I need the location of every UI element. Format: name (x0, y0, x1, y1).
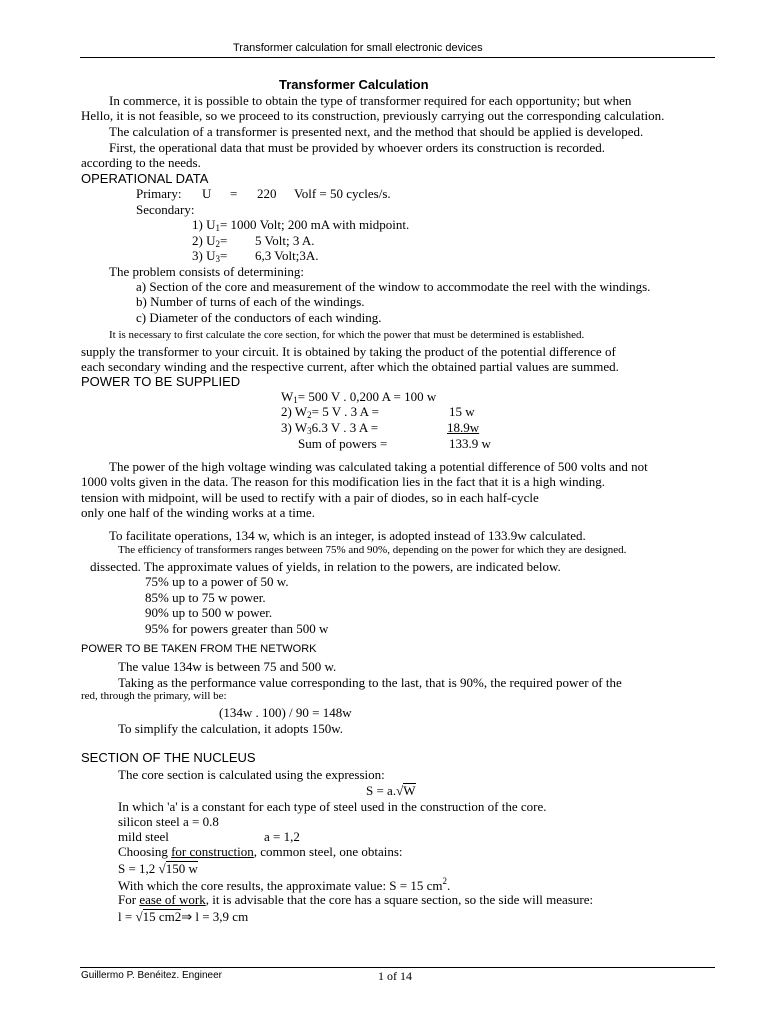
page-title: Transformer Calculation (279, 77, 429, 92)
footer-author: Guillermo P. Benéitez. Engineer (81, 970, 223, 981)
section-heading-nucleus: SECTION OF THE NUCLEUS (81, 750, 256, 765)
power-w2-value: 15 w (449, 404, 475, 419)
power-sum-label: Sum of powers = (298, 436, 388, 451)
formula-side-length: l = √15 cm2⇒ l = 3,9 cm (118, 909, 249, 924)
secondary-item-1: 1) $U_1= 1000$ Volt; 200 mA with midpoint. (192, 217, 410, 233)
body-text-line: Choosing for construction, common steel, one obtains: (118, 844, 403, 859)
primary-equals: = (230, 186, 238, 201)
primary-symbol: U (202, 186, 212, 201)
formula-s-value: S = 1,2 √150 w (118, 861, 198, 876)
formula-required-power: (134w . 100) / 90 = 148w (219, 705, 352, 720)
secondary-label: Secondary: (136, 202, 195, 217)
problem-item-c: c) Diameter of the conductors of each winding. (136, 310, 382, 325)
body-text-line: In which 'a' is a constant for each type of steel used in the construction of the core. (118, 799, 547, 814)
intro-paragraph-line: In commerce, it is possible to obtain the type of transformer required for each opportunity; but when (109, 93, 632, 108)
power-w3: 3) $W_36.3$ V . 3 A = (281, 420, 379, 436)
body-text-line: To simplify the calculation, it adopts 150w. (118, 721, 343, 736)
secondary-item-2: 2) $U_2=$ (192, 233, 228, 249)
running-header: Transformer calculation for small electronic devices (233, 42, 483, 54)
secondary-item-3: 3) $U_3=$ (192, 248, 228, 264)
body-text-line: The value 134w is between 75 and 500 w. (118, 659, 337, 674)
body-text-line: The core section is calculated using the expression: (118, 767, 385, 782)
steel-constant-mild: mild steel (118, 829, 169, 844)
body-text-small: The efficiency of transformers ranges between 75% and 90%, depending on the power for which they are designed. (118, 544, 627, 556)
body-text-line: only one half of the winding works at a time. (81, 505, 315, 520)
intro-paragraph-line: The calculation of a transformer is presented next, and the method that should be applied is developed. (109, 124, 644, 139)
primary-frequency: Volf = 50 cycles/s. (294, 186, 391, 201)
steel-constant-mild-value: a = 1,2 (264, 829, 300, 844)
power-w2: 2) $W_2= 5$ V . 3 A = (281, 404, 379, 420)
body-text-line: dissected. The approximate values of yields, in relation to the powers, are indicated below. (90, 559, 561, 574)
section-heading-operational-data: OPERATIONAL DATA (81, 171, 209, 186)
secondary-item-2-value: 5 Volt; 3 A. (255, 233, 315, 248)
footer-rule (80, 967, 715, 968)
section-heading-power-supplied: POWER TO BE SUPPLIED (81, 374, 241, 389)
body-text-line: For ease of work, it is advisable that the core has a square section, so the side will measure: (118, 892, 594, 907)
yield-item: 90% up to 500 w power. (145, 605, 273, 620)
body-text-line: To facilitate operations, 134 w, which is an integer, is adopted instead of 133.9w calculated. (109, 528, 586, 543)
page-number: 1 of 14 (378, 969, 412, 983)
yield-item: 95% for powers greater than 500 w (145, 621, 329, 636)
power-sum-value: 133.9 w (449, 436, 491, 451)
body-text-small: red, through the primary, will be: (81, 690, 227, 702)
intro-paragraph-line: First, the operational data that must be provided by whoever orders its construction is recorded. (109, 140, 606, 155)
problem-item-a: a) Section of the core and measurement of the window to accommodate the reel with the windings. (136, 279, 651, 294)
primary-label: Primary: (136, 186, 182, 201)
problem-statement: The problem consists of determining: (109, 264, 304, 279)
yield-item: 85% up to 75 w power. (145, 590, 266, 605)
body-text-line: With which the core results, the approximate value: S = 15 $cm^2$. (118, 876, 451, 893)
body-text-line: The power of the high voltage winding was calculated taking a potential difference of 500 volts and not (109, 459, 648, 474)
power-w1: $W_1= 500$ V . 0,200 A = 100 w (281, 389, 437, 405)
secondary-item-3-value: 6,3 Volt;3A. (255, 248, 319, 263)
note-line: each secondary winding and the respective current, after which the obtained partial values are summed. (81, 359, 619, 374)
intro-paragraph-line: according to the needs. (81, 155, 201, 170)
formula-core-section: S = a.√W (366, 783, 416, 798)
intro-paragraph-line: Hello, it is not feasible, so we proceed to its construction, previously carrying out the corresponding calculation. (81, 108, 665, 123)
body-text-line: Taking as the performance value corresponding to the last, that is 90%, the required power of the (118, 675, 622, 690)
note-small: It is necessary to first calculate the core section, for which the power that must be determined is established. (109, 329, 585, 341)
body-text-line: tension with midpoint, will be used to rectify with a pair of diodes, so in each half-cycle (81, 490, 539, 505)
power-w3-value: 18.9w (447, 420, 480, 435)
body-text-line: 1000 volts given in the data. The reason for this modification lies in the fact that it is a high winding. (81, 474, 605, 489)
primary-voltage: 220 (257, 186, 277, 201)
section-heading-network: POWER TO BE TAKEN FROM THE NETWORK (81, 643, 317, 655)
header-rule (80, 57, 715, 58)
note-line: supply the transformer to your circuit. It is obtained by taking the product of the potential difference of (81, 344, 616, 359)
problem-item-b: b) Number of turns of each of the windings. (136, 294, 365, 309)
yield-item: 75% up to a power of 50 w. (145, 574, 289, 589)
steel-constant-silicon: silicon steel a = 0.8 (118, 814, 219, 829)
